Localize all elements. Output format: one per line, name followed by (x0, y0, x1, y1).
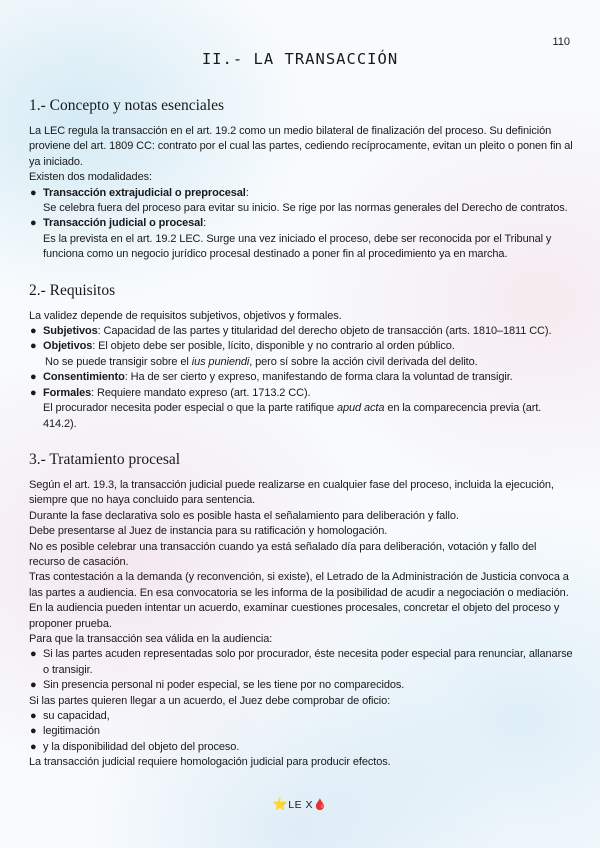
item-text: Si las partes acuden representadas solo por procurador, éste necesita poder especial para renunciar, allanarse o transigir. (43, 648, 573, 676)
paragraph: Si las partes quieren llegar a un acuerdo, el Juez debe comprobar de oficio: (29, 694, 391, 707)
paragraph: La LEC regula la transacción en el art. 19.2 como un medio bilateral de finalización del proceso. Su definición proviene del art. 1809 CC: contrato por el cual las partes, cediendo recíprocamente, evitan un pleito o ponen fin al ya iniciado. (29, 125, 573, 168)
drop-icon: 🩸 (313, 799, 328, 811)
list-item (29, 724, 574, 739)
star-icon: ⭐ (272, 797, 289, 811)
document-body (29, 96, 574, 789)
list-item (29, 740, 574, 755)
item-label: Transacción judicial o procesal (43, 217, 204, 230)
footer-brand (0, 797, 600, 811)
list-item (29, 370, 574, 385)
bullet-icon: ● (30, 217, 37, 230)
item-text: legitimación (43, 725, 100, 738)
requisitos-list (29, 324, 574, 432)
section-heading: 1.- Concepto y notas esenciales (29, 97, 224, 114)
bullet-icon: ● (30, 725, 37, 738)
list-item (29, 709, 574, 724)
item-text: : El objeto debe ser posible, lícito, disponible y no contrario al orden público. (92, 340, 455, 353)
item-note (43, 355, 574, 370)
paragraph: La validez depende de requisitos subjetivos, objetivos y formales. (29, 309, 342, 322)
page-number: 110 (552, 36, 570, 48)
paragraph: Según el art. 19.3, la transacción judicial puede realizarse en cualquier fase del proceso, incluida la ejecución, siempre que no haya concluido para sentencia. (29, 478, 554, 507)
modalidades-list (29, 186, 574, 263)
section-tratamiento (29, 450, 574, 771)
item-text: y la disponibilidad del objeto del proceso. (43, 740, 240, 753)
list-item (29, 324, 574, 339)
item-text: Se celebra fuera del proceso para evitar su inicio. Se rige por las normas generales del Derecho de contratos. (43, 202, 568, 215)
bullet-icon: ● (30, 679, 37, 692)
comprobacion-list (29, 709, 574, 755)
item-label: Consentimiento (43, 371, 125, 384)
list-item: ● Transacción judicial o procesal: Es la prevista en el art. 19.2 LEC. Surge una vez iniciado el proceso, debe ser reconocida por el Tribunal y funciona como un negocio jurídico procesal destinado a poner fin al procedimiento ya en marcha. (29, 216, 574, 262)
paragraph: Tras contestación a la demanda (y reconvención, si existe), el Letrado de la Administración de Justicia convoca a las partes a audiencia. En esa convocatoria se les informa de la posibilidad de acudir a negociación o mediación. En la audiencia pueden intentar un acuerdo, examinar cuestiones procesales, concretar el objeto del proceso y proponer prueba. (29, 571, 569, 630)
section-requisitos (29, 281, 574, 432)
item-text: Sin presencia personal ni poder especial, se les tiene por no comparecidos. (43, 679, 405, 692)
list-item (29, 386, 574, 432)
item-text: su capacidad, (43, 710, 110, 722)
bullet-icon: ● (30, 648, 37, 661)
bullet-icon: ● (30, 186, 37, 199)
list-item: ● Transacción extrajudicial o preprocesal: Se celebra fuera del proceso para evitar su inicio. Se rige por las normas generales del Derecho de contratos. (29, 186, 574, 217)
bullet-icon: ● (30, 710, 37, 722)
item-label: Objetivos (43, 340, 93, 353)
item-text: : Ha de ser cierto y expreso, manifestando de forma clara la voluntad de transigir. (124, 371, 513, 384)
item-text: : Requiere mandato expreso (art. 1713.2 CC). (91, 386, 311, 399)
item-label: Formales (43, 386, 92, 399)
brand-text: LE X (288, 799, 313, 811)
paragraph: Para que la transacción sea válida en la audiencia: (29, 632, 273, 645)
paragraph: Debe presentarse al Juez de instancia para su ratificación y homologación. (29, 525, 388, 538)
note-italic: ius puniendi (191, 355, 250, 368)
paragraph: La transacción judicial requiere homologación judicial para producir efectos. (29, 756, 391, 769)
note-italic: apud acta (336, 402, 385, 415)
section-concepto (29, 96, 574, 263)
note-text: en la comparecencia previa (art. 414.2). (43, 402, 542, 430)
audiencia-list (29, 647, 574, 693)
item-text: Es la prevista en el art. 19.2 LEC. Surge una vez iniciado el proceso, debe ser reconocida por el Tribunal y funciona como un negocio jurídico procesal destinado a poner fin al procedimiento ya en marcha. (43, 232, 552, 261)
note-text: El procurador necesita poder especial o que la parte ratifique (43, 402, 337, 415)
bullet-icon: ● (30, 740, 37, 753)
paragraph: No es posible celebrar una transacción cuando ya está señalado día para deliberación, votación y fallo del recurso de casación. (29, 540, 537, 568)
section-heading: 2.- Requisitos (29, 281, 116, 299)
section-heading: 3.- Tratamiento procesal (29, 450, 181, 468)
note-text: , pero sí sobre la acción civil derivada del delito. (249, 355, 478, 368)
item-label: Subjetivos (43, 325, 98, 338)
list-item (29, 339, 574, 370)
bullet-icon: ● (30, 325, 37, 338)
bullet-icon: ● (30, 371, 37, 384)
item-label: Transacción extrajudicial o preprocesal (43, 186, 246, 199)
list-item (29, 678, 574, 693)
item-note (43, 401, 574, 432)
item-text: : Capacidad de las partes y titularidad del derecho objeto de transacción (arts. 1810–1811 CC). (97, 325, 552, 338)
note-text: No se puede transigir sobre el (45, 355, 192, 368)
bullet-icon: ● (30, 386, 37, 399)
page-title: II.- LA TRANSACCIÓN (201, 50, 399, 68)
list-item (29, 647, 574, 678)
paragraph: Existen dos modalidades: (29, 171, 152, 184)
paragraph: Durante la fase declarativa solo es posible hasta el señalamiento para deliberación y fallo. (29, 509, 459, 522)
bullet-icon: ● (30, 340, 37, 353)
